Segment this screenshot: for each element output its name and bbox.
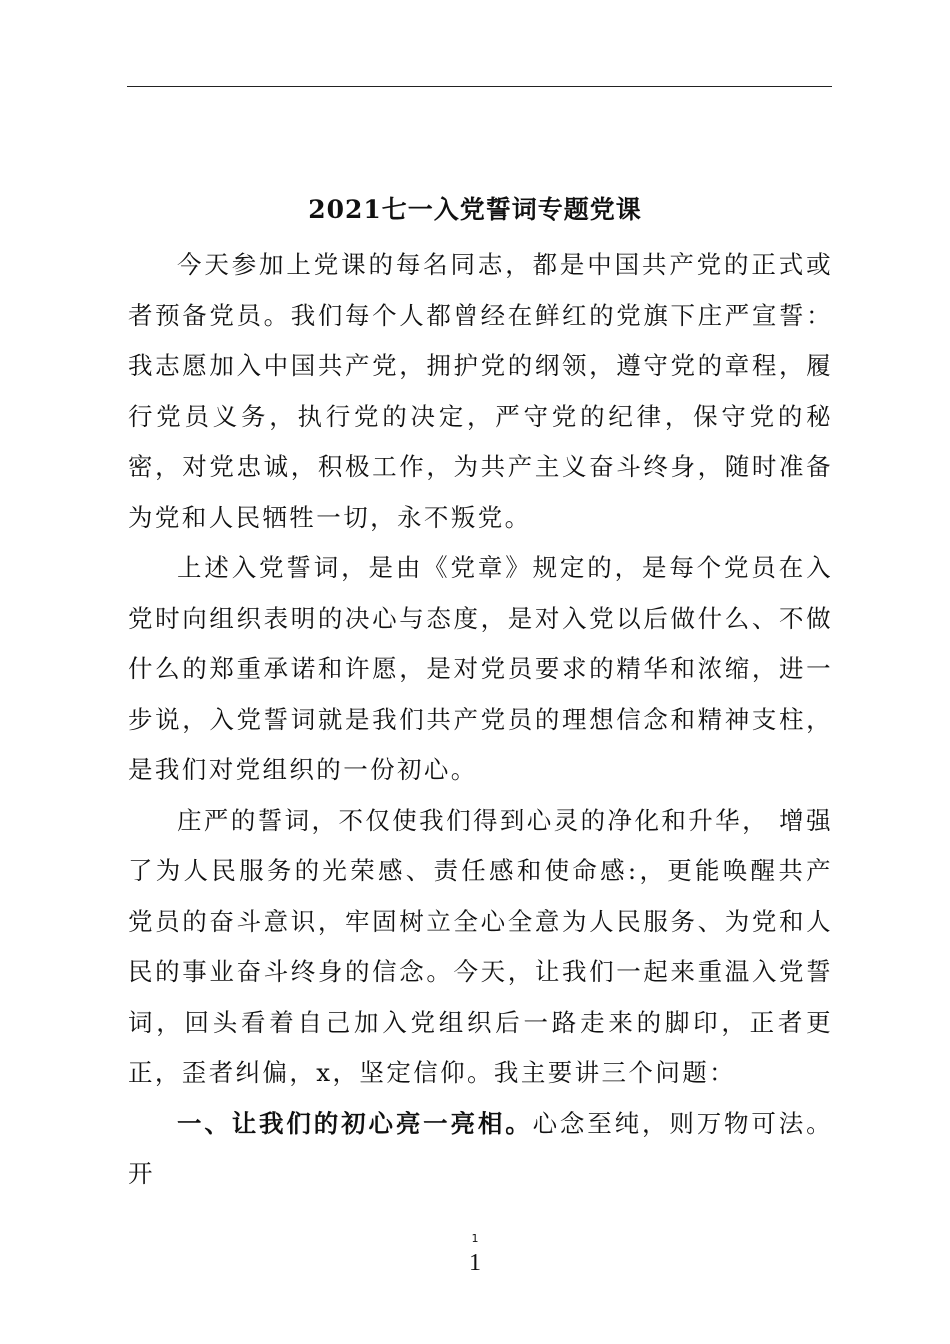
- document-title: 2021七一入党誓词专题党课: [308, 195, 642, 224]
- section-one-paragraph: [128, 1099, 833, 1200]
- page-number-large: 1: [469, 1250, 481, 1276]
- header-rule: [127, 86, 832, 87]
- paragraph-oath-meaning: 上述入党誓词，是由《党章》规定的，是每个党员在入党时向组织表明的决心与态度，是对入党以后做什么、不做什么的郑重承诺和许愿，是对党员要求的精华和浓缩，进一步说，入党誓词就是我们共产党员的理想信念和精神支柱，是我们对党组织的一份初心。: [128, 553, 833, 784]
- document-body: [128, 240, 833, 1200]
- paragraph-oath: 今天参加上党课的每名同志，都是中国共产党的正式或者预备党员。我们每个人都曾经在鲜红的党旗下庄严宣誓：我志愿加入中国共产党，拥护党的纲领，遵守党的章程，履行党员义务，执行党的决定，严守党的纪律，保守党的秘密，对党忠诚，积极工作，为共产主义奋斗终身，随时准备为党和人民牺牲一切，永不叛党。: [128, 250, 833, 532]
- section-one-heading: 一、让我们的初心亮一亮相。: [177, 1108, 533, 1138]
- page-number-small: 1: [471, 1232, 479, 1245]
- section-one-text: 心念至纯，则万物可法。开: [128, 1108, 833, 1188]
- paragraph-solemn-oath: 庄严的誓词，不仅使我们得到心灵的净化和升华， 增强了为人民服务的光荣感、责任感和使命感:，更能唤醒共产党员的奋斗意识，牢固树立全心全意为人民服务、为党和人民的事业奋斗终身的信念。今天，让我们一起来重温入党誓词，回头看着自己加入党组织后一路走来的脚印，正者更正，歪者纠偏，x，坚定信仰。我主要讲三个问题：: [128, 805, 833, 1087]
